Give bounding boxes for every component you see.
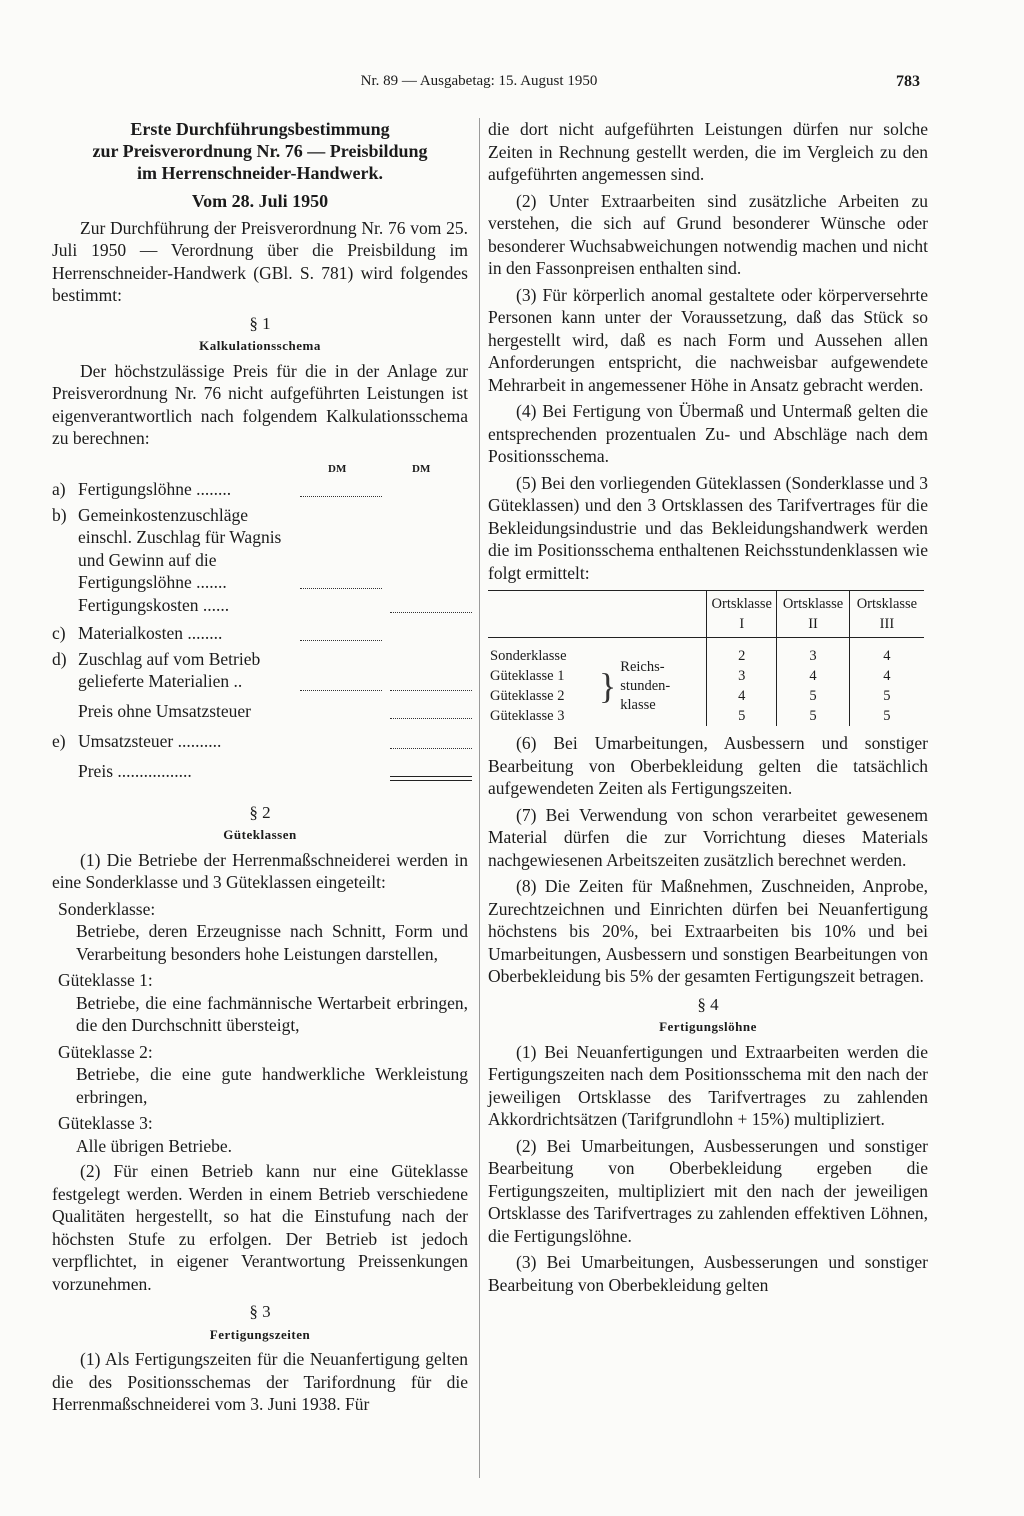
row-text: Fertigungslöhne ........ xyxy=(78,478,232,499)
scheme-row-b xyxy=(52,504,468,594)
section-2-number: § 2 xyxy=(249,802,271,822)
header-ortsklasse-3: Ortsklasse III xyxy=(849,591,924,638)
row-text: Preis ................. xyxy=(78,760,192,781)
section-4-paragraph-3: (3) Bei Umarbeitungen, Ausbesserungen und sonstiger Bearbeitung von Oberbekleidung gelten xyxy=(488,1252,928,1295)
section-1-text: Der höchstzulässige Preis für die in der Anlage zur Preisverordnung Nr. 76 nicht aufgeführten Leistungen ist eigenverantwortlich nach folgendem Kalkulationsschema zu berechnen: xyxy=(52,360,468,448)
class-description: Betriebe, die eine fachmännische Wertarbeit erbringen, die den Durchschnitt übersteigt, xyxy=(76,992,468,1035)
cell-value: 3 xyxy=(777,646,850,666)
calculation-scheme xyxy=(52,454,468,796)
amount-blank xyxy=(300,640,382,641)
cell-value: 5 xyxy=(849,686,924,706)
dm-column-2: DM xyxy=(412,462,431,475)
amount-blank xyxy=(300,496,382,497)
class-description: Alle übrigen Betriebe. xyxy=(76,1135,232,1156)
section-3-paragraph-2: (2) Unter Extraarbeiten sind zusätzliche Arbeiten zu verstehen, die sich auf Grund besonderer Wünsche oder besonderer Wuchsabweichungen notwendig machen und nicht in den Fassonpreisen enthalten sind. xyxy=(488,190,928,278)
class-gueteklasse-3 xyxy=(52,1112,468,1157)
section-3-title: Fertigungszeiten xyxy=(209,1326,311,1342)
row-label: Güteklasse 2 xyxy=(490,688,565,704)
class-gueteklasse-2 xyxy=(52,1041,468,1109)
section-4-title: Fertigungslöhne xyxy=(659,1019,757,1034)
brace-right: } xyxy=(599,666,617,706)
scheme-row-e xyxy=(52,730,468,760)
cell-value: 5 xyxy=(777,686,850,706)
amount-blank xyxy=(390,748,472,749)
class-gueteklasse-1 xyxy=(52,969,468,1037)
left-column xyxy=(52,118,468,1420)
section-3-paragraph-1: (1) Als Fertigungszeiten für die Neuanfertigung gelten die des Positionsschemas der Tarifordnung für die Herrenmaßschneiderei vom 3. Juni 1938. Für xyxy=(52,1349,468,1414)
class-label: Sonderklasse: xyxy=(58,898,156,919)
row-label: Sonderklasse xyxy=(490,648,567,664)
dm-column-1: DM xyxy=(328,462,347,475)
row-text: Fertigungskosten ...... xyxy=(78,594,230,615)
reichsstundenklasse-label: Reichs-stunden-klasse xyxy=(620,658,671,713)
section-3-paragraph-8: (8) Die Zeiten für Maßnehmen, Zuschneiden, Anprobe, Zurechtzeichnen und Einrichten dürfen bei Neuanfertigung höchstens bis 20%, bei Extraarbeiten bis 10% und bei Umarbeitungen, Ausbessern und sonstigen Bearbeitungen von Oberbekleidung bis 5% der gesamten Fertigungszeit betragen. xyxy=(488,876,928,986)
page-number: 783 xyxy=(896,73,920,90)
header-ortsklasse-2: Ortsklasse II xyxy=(777,591,850,638)
section-3-paragraph-5: (5) Bei den vorliegenden Güteklassen (Sonderklasse und 3 Güteklassen) und den 3 Ortsklassen des Tarifvertrages für die Bekleidungsindustrie und das Bekleidungshandwerk werden die im Positionsschema enthaltenen Reichsstundenklassen wie folgt ermittelt: xyxy=(488,472,928,583)
amount-blank xyxy=(300,588,382,589)
title-line-2: zur Preisverordnung Nr. 76 — Preisbildung xyxy=(92,141,428,161)
intro-paragraph: Zur Durchführung der Preisverordnung Nr. 76 vom 25. Juli 1950 — Verordnung über die Preisbildung im Herrenschneider-Handwerk (GBl. S. 781) wird folgendes bestimmt: xyxy=(52,217,468,305)
section-3-number: § 3 xyxy=(249,1302,271,1321)
table-header-row xyxy=(488,591,924,638)
cell-value: 4 xyxy=(707,686,777,706)
section-2-paragraph-1: (1) Die Betriebe der Herrenmaßschneiderei werden in eine Sonderklasse und 3 Güteklassen eingeteilt: xyxy=(52,849,468,892)
row-text: Zuschlag auf vom Betrieb gelieferte Materialien .. xyxy=(78,648,261,691)
table-corner xyxy=(488,591,707,638)
section-1-number: § 1 xyxy=(249,313,271,333)
class-label: Güteklasse 2: xyxy=(58,1041,153,1062)
section-3-paragraph-6: (6) Bei Umarbeitungen, Ausbessern und sonstiger Bearbeitung von Oberbekleidung gelten die tatsächlich aufgewendeten Zeiten als Fertigungszeiten. xyxy=(488,733,928,798)
class-sonderklasse xyxy=(52,898,468,966)
row-letter: b) xyxy=(52,504,67,525)
class-description: Betriebe, die eine gute handwerkliche Werkleistung erbringen, xyxy=(76,1064,468,1107)
table-spacer xyxy=(488,638,924,647)
amount-blank xyxy=(300,690,382,691)
class-label: Güteklasse 1: xyxy=(58,970,153,990)
section-4-paragraph-1: (1) Bei Neuanfertigungen und Extraarbeiten werden die Fertigungszeiten nach dem Positionsschema mit den nach der jeweiligen Ortsklasse des Tarifvertrages zu zahlenden Akkordrichtsätzen (Tarifgrundlohn + 15%) multipliziert. xyxy=(488,1041,928,1129)
cell-value: 5 xyxy=(777,706,850,726)
class-table xyxy=(488,590,924,726)
right-column xyxy=(488,118,928,1300)
section-3-paragraph-7: (7) Bei Verwendung von schon verarbeitet gewesenem Material dürfen die zur Vorrichtung dieses Materials nachgewiesenen Arbeitszeiten zusätzlich berechnet werden. xyxy=(488,804,928,870)
total-double-rule xyxy=(390,776,472,781)
scheme-row-subtotal xyxy=(52,594,468,622)
cell-value: 5 xyxy=(849,706,924,726)
scheme-row-net-price xyxy=(52,700,468,730)
cell-value: 4 xyxy=(849,666,924,686)
row-text: Gemeinkostenzuschläge einschl. Zuschlag für Wagnis und Gewinn auf die Fertigungslöhne ....... xyxy=(78,504,282,592)
table-row xyxy=(488,646,924,666)
row-letter: c) xyxy=(52,622,66,643)
row-text: Preis ohne Umsatzsteuer xyxy=(78,700,252,721)
row-text: Umsatzsteuer .......... xyxy=(78,730,222,751)
row-letter: e) xyxy=(52,730,66,751)
cell-value: 4 xyxy=(777,666,850,686)
row-letter: d) xyxy=(52,648,67,669)
scheme-row-d xyxy=(52,648,468,700)
table-row xyxy=(488,706,924,726)
cell-value: 5 xyxy=(707,706,777,726)
title-line-3: im Herrenschneider-Handwerk. xyxy=(137,163,383,183)
decree-date: Vom 28. Juli 1950 xyxy=(191,191,329,211)
amount-blank xyxy=(390,690,472,691)
cell-value: 2 xyxy=(707,646,777,666)
page-header xyxy=(0,73,1024,97)
section-3-paragraph-4: (4) Bei Fertigung von Übermaß und Untermaß gelten die entsprechenden prozentualen Zu- und Abschläge nach dem Positionsschema. xyxy=(488,401,928,466)
section-3-paragraph-3: (3) Für körperlich anomal gestaltete oder körperversehrte Personen kann unter der Voraussetzung, daß das Stück so hergestellt wird, daß es nach Form und Aussehen allen Anforderungen entspricht, die nachweisbar aufgewendete Mehrarbeit in angemessener Höhe in Ansatz gebracht werden. xyxy=(488,284,928,395)
section-3-paragraph-1-continued: die dort nicht aufgeführten Leistungen dürfen nur solche Zeiten in Rechnung gestellt werden, die im Vergleich zu den aufgeführten angemessen sind. xyxy=(488,119,928,184)
table-row xyxy=(488,666,924,686)
row-label: Güteklasse 1 xyxy=(490,668,565,684)
row-letter: a) xyxy=(52,478,66,499)
amount-blank xyxy=(390,718,472,719)
section-2-paragraph-2: (2) Für einen Betrieb kann nur eine Güteklasse festgelegt werden. Werden in einem Betrieb verschiedene Qualitäten hergestellt, so hat die Einstufung nach der höchsten Stufe zu erfolgen. Der Betrieb ist jedoch verpflichtet, in eigener Verantwortung Preissenkungen vorzunehmen. xyxy=(52,1161,468,1294)
issue-line: Nr. 89 — Ausgabetag: 15. August 1950 xyxy=(360,73,598,89)
scheme-row-price xyxy=(52,760,468,796)
class-description: Betriebe, deren Erzeugnisse nach Schnitt, Form und Verarbeitung besonders hohe Leistungen darstellen, xyxy=(76,921,468,964)
scheme-row-a xyxy=(52,478,468,504)
title-line-1: Erste Durchführungsbestimmung xyxy=(130,119,390,139)
amount-blank xyxy=(390,612,472,613)
section-2-title: Güteklassen xyxy=(223,827,297,842)
column-divider xyxy=(479,118,480,1478)
section-1-title: Kalkulationsschema xyxy=(199,338,321,353)
cell-value: 3 xyxy=(707,666,777,686)
row-label: Güteklasse 3 xyxy=(490,708,565,724)
class-label: Güteklasse 3: xyxy=(58,1113,153,1133)
table-row xyxy=(488,686,924,706)
section-4-number: § 4 xyxy=(697,994,719,1014)
scheme-row-c xyxy=(52,622,468,648)
section-4-paragraph-2: (2) Bei Umarbeitungen, Ausbesserungen und sonstiger Bearbeitung von Oberbekleidung ergeben die Fertigungszeiten, multipliziert mit den nach der jeweiligen Ortsklasse des Tarifvertrages zu zahlenden effektiven Löhnen, die Fertigungslöhne. xyxy=(488,1135,928,1246)
row-text: Materialkosten ........ xyxy=(78,622,223,643)
scheme-currency-header xyxy=(52,454,468,478)
cell-value: 4 xyxy=(849,646,924,666)
header-ortsklasse-1: Ortsklasse I xyxy=(707,591,777,638)
